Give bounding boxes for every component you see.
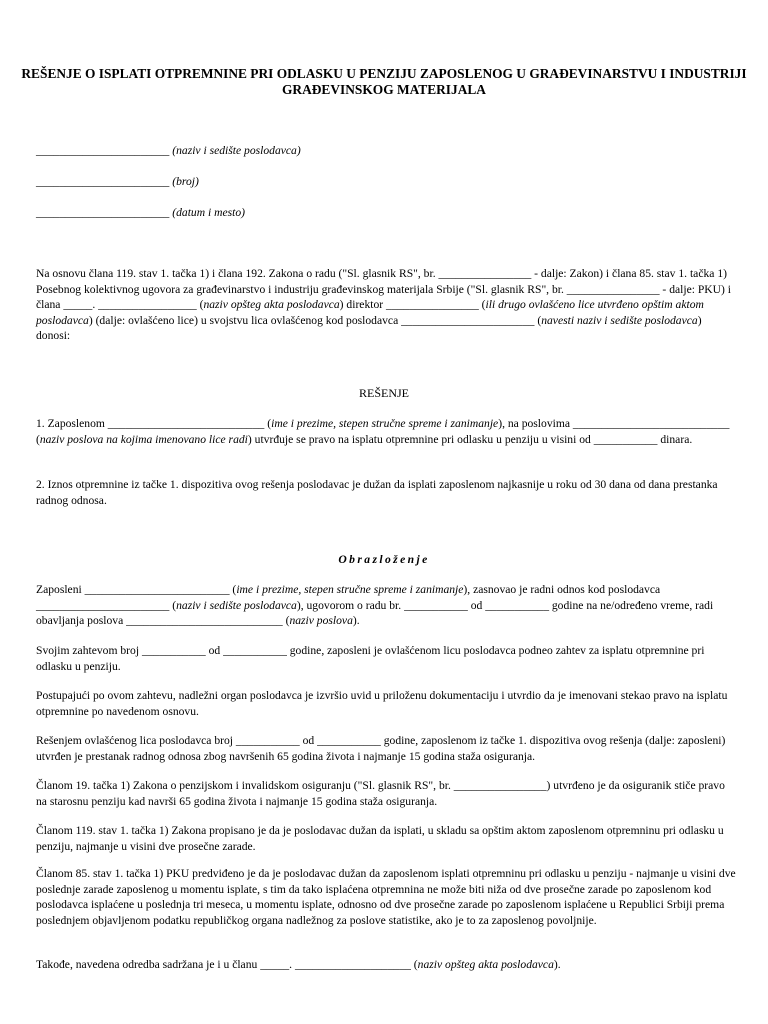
reasoning-paragraph-1 [36, 582, 736, 629]
blank-line: _______________________ [36, 175, 170, 188]
p1-text-1: Zaposleni _________________________ ( [36, 583, 237, 596]
intro-text-4: ) donosi: [36, 313, 702, 343]
item1-text-3: ) utvrđuje se pravo na isplatu otpremnine pri odlasku u penziju u visini od ___________ dinara. [247, 432, 693, 446]
blank-line: _______________________ [36, 206, 170, 219]
item1-hint-2: naziv poslova na kojima imenovano lice radi [39, 432, 248, 446]
reasoning-paragraph-5: Članom 19. tačka 1) Zakona o penzijskom i invalidskom osiguranju ("Sl. glasnik RS", br. ________________) utvrđeno je da osiguranik stiče pravo na starosnu penziju kad navrši 65 godina života i najmanje 15 godina staža osiguranja. [36, 779, 725, 808]
intro-text-2: ) direktor ________________ ( [339, 298, 486, 312]
item1-hint-1: ime i prezime, stepen stručne spreme i zanimanje [271, 417, 499, 430]
p8-text-2: ). [553, 958, 561, 971]
blank-line: _______________________ [36, 144, 170, 157]
item1-text-2: ), na poslovima ___________________________ ( [36, 417, 730, 446]
p1-hint-3: naziv poslova [289, 614, 353, 628]
intro-text-3: ) (dalje: ovlašćeno lice) u svojstvu lica ovlašćenog kod poslodavca _______________________ ( [88, 313, 542, 327]
reasoning-paragraph-7: Članom 85. stav 1. tačka 1) PKU predviđeno je da je poslodavac dužan da zaposlenom isplati otpremninu pri odlasku u penziju - najmanje u visini dve poslednje zarade zaposlenog u momentu isplate, s tim da tako isplaćena otpremnina ne može biti niža od dve prosečne zarade po zaposlenom kod poslodavca isplaćene u poslednja tri meseca, u momentu isplate, odnosno od dve prosečne zarade po zaposlenom isplaćene u Republici Srbiji prema poslednjem objavljenom podatku republičkog organa nadležnog za poslove statistike, ako je to za zaposlenog povoljnije. [36, 867, 736, 927]
field-hint: (broj) [172, 175, 199, 188]
intro-paragraph [36, 266, 736, 344]
field-hint: (datum i mesto) [172, 206, 246, 219]
intro-hint-1: naziv opšteg akta poslodavca [203, 298, 340, 312]
p8-text-1: Takođe, navedena odredba sadržana je i u članu _____. ____________________ ( [36, 958, 418, 971]
reasoning-paragraph-2: Svojim zahtevom broj ___________ od ___________ godine, zaposleni je ovlašćenom licu poslodavca podneo zahtev za isplatu otpremnine pri odlasku u penziju. [36, 644, 705, 673]
p1-text-3: ), ugovorom o radu br. ___________ od ___________ godine na ne/određeno vreme, radi obavljanja poslova ___________________________ ( [36, 598, 714, 628]
p1-text-2: ), zasnovao je radni odnos kod poslodavca _______________________ ( [36, 583, 661, 612]
intro-hint-2: ili drugo ovlašćeno lice utvrđeno opštim aktom poslodavca [36, 298, 704, 327]
item1-text-1: 1. Zaposlenom ___________________________ ( [36, 417, 272, 430]
reasoning-paragraph-3: Postupajući po ovom zahtevu, nadležni organ poslodavca je izvršio uvid u priloženu dokumentaciju i utvrdio da je imenovani stekao pravo na isplatu otpremnine po navedenom osnovu. [36, 689, 728, 718]
field-hint: (naziv i sedište poslodavca) [172, 144, 301, 157]
reasoning-paragraph-8 [36, 957, 736, 973]
p1-hint-1: ime i prezime, stepen stručne spreme i zanimanje [236, 583, 464, 596]
document-title: REŠENJE O ISPLATI OTPREMNINE PRI ODLASKU U PENZIJU ZAPOSLENOG U GRAĐEVINARSTVU I INDUSTRIJI GRAĐEVINSKOG MATERIJALA [21, 66, 747, 97]
header-field-number [36, 174, 736, 190]
dispositive-item-1 [36, 416, 736, 447]
dispositive-item-2: 2. Iznos otpremnine iz tačke 1. dispozitiva ovog rešenja poslodavac je dužan da isplati zaposlenom najkasnije u roku od 30 dana od dana prestanka radnog odnosa. [36, 478, 718, 507]
resenje-heading: REŠENJE [358, 386, 409, 400]
header-field-date-place [36, 205, 736, 221]
reasoning-paragraph-4: Rešenjem ovlašćenog lica poslodavca broj ___________ od ___________ godine, zaposlenom iz tačke 1. dispozitiva ovog rešenja (dalje: zaposleni) utvrđen je prestanak radnog odnosa zbog navršenih 65 godina života i najmanje 15 godina staža osiguranja. [36, 734, 726, 763]
obrazlozenje-heading: Obrazloženje [338, 553, 430, 566]
p1-hint-2: naziv i sedište poslodavca [176, 598, 297, 612]
header-field-employer [36, 143, 736, 159]
p8-hint-1: naziv opšteg akta poslodavca [417, 958, 554, 971]
intro-hint-3: navesti naziv i sedište poslodavca [541, 313, 698, 327]
p1-text-4: ). [352, 614, 360, 628]
reasoning-paragraph-6: Članom 119. stav 1. tačka 1) Zakona propisano je da je poslodavac dužan da isplati, u skladu sa opštim aktom zaposlenom otpremninu pri odlasku u penziju, najmanje u visini dve prosečne zarade. [36, 824, 724, 853]
intro-text-1: Na osnovu člana 119. stav 1. tačka 1) i člana 192. Zakona o radu ("Sl. glasnik RS", br. ________________ - dalje: Zakon) i člana 85. stav 1. tačka 1) Posebnog kolektivnog ugovora za građevinarstvo i industriju građevinskog materijala Srbije ("Sl. glasnik RS", br. ________________ - dalje: PKU) i člana _____. _________________ ( [36, 267, 732, 312]
